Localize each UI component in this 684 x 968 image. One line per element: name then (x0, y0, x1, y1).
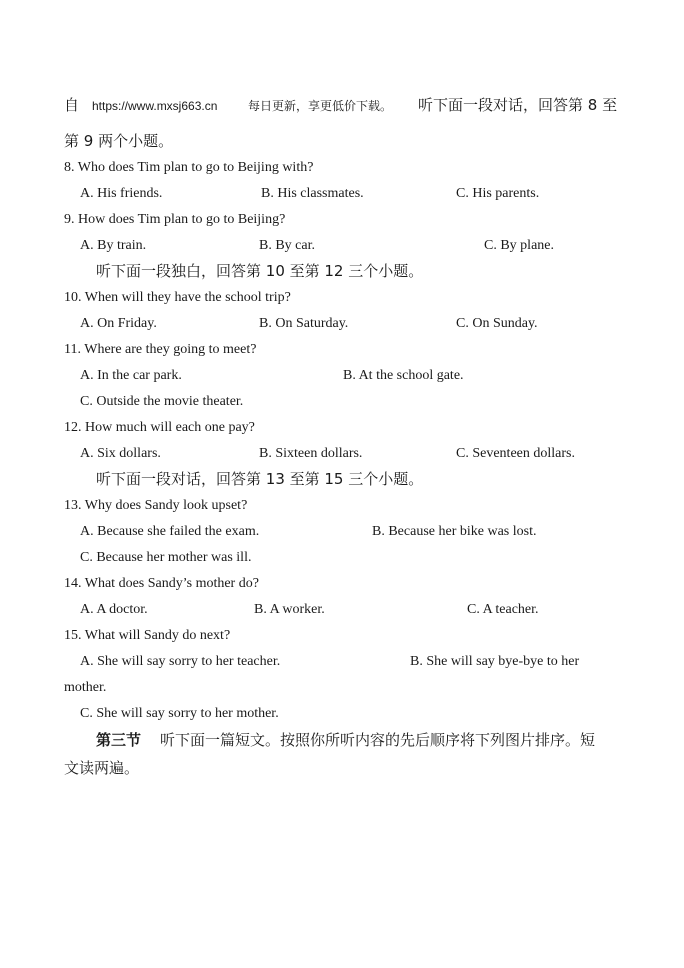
question-10-stem: 10. When will they have the school trip? (64, 290, 291, 305)
question-8-option-a: A. His friends. (80, 186, 163, 201)
instruction-q10-q12: 听下面一段独白，回答第 10 至第 12 三个小题。 (96, 262, 424, 280)
question-13-option-a: A. Because she failed the exam. (80, 524, 260, 539)
question-15-stem: 15. What will Sandy do next? (64, 628, 231, 643)
question-12-stem: 12. How much will each one pay? (64, 420, 255, 435)
question-9-option-b: B. By car. (259, 238, 315, 253)
question-10-option-c: C. On Sunday. (456, 316, 538, 331)
header-url[interactable]: https://www.mxsj663.cn (92, 99, 218, 113)
question-8-option-b: B. His classmates. (261, 186, 364, 201)
question-12-option-a: A. Six dollars. (80, 446, 161, 461)
part3-instruction-line1: 听下面一篇短文。按照你所听内容的先后顺序将下列图片排序。短 (160, 731, 596, 749)
question-11-option-b: B. At the school gate. (343, 368, 464, 383)
question-11-stem: 11. Where are they going to meet? (64, 342, 257, 357)
question-9-option-c: C. By plane. (484, 238, 554, 253)
question-12-option-c: C. Seventeen dollars. (456, 446, 575, 461)
question-14-option-a: A. A doctor. (80, 602, 148, 617)
question-15-option-b-continued: mother. (64, 680, 107, 695)
question-10-option-b: B. On Saturday. (259, 316, 349, 331)
question-13-stem: 13. Why does Sandy look upset? (64, 498, 248, 513)
question-10-option-a: A. On Friday. (80, 316, 157, 331)
question-14-option-c: C. A teacher. (467, 602, 539, 617)
question-15-option-a: A. She will say sorry to her teacher. (80, 654, 281, 669)
instruction-q8-q9-part1: 听下面一段对话，回答第 8 至 (418, 96, 618, 114)
instruction-q13-q15: 听下面一段对话，回答第 13 至第 15 三个小题。 (96, 470, 424, 488)
part3-instruction-line2: 文读两遍。 (64, 759, 140, 777)
question-8-stem: 8. Who does Tim plan to go to Beijing with? (64, 160, 314, 175)
instruction-q8-q9-part2: 第 9 两个小题。 (64, 132, 174, 150)
question-12-option-b: B. Sixteen dollars. (259, 446, 363, 461)
question-15-option-c: C. She will say sorry to her mother. (80, 706, 279, 721)
part3-label: 第三节 (96, 731, 142, 749)
question-13-option-c: C. Because her mother was ill. (80, 550, 252, 565)
question-13-option-b: B. Because her bike was lost. (372, 524, 537, 539)
header-prefix: 自 (64, 96, 80, 114)
question-9-option-a: A. By train. (80, 238, 147, 253)
question-9-stem: 9. How does Tim plan to go to Beijing? (64, 212, 286, 227)
question-11-option-c: C. Outside the movie theater. (80, 394, 244, 409)
question-8-option-c: C. His parents. (456, 186, 540, 201)
question-15-option-b: B. She will say bye-bye to her (410, 654, 580, 669)
header-notice: 每日更新，享更低价下载。 (248, 99, 393, 113)
question-14-stem: 14. What does Sandy’s mother do? (64, 576, 259, 591)
question-11-option-a: A. In the car park. (80, 368, 182, 383)
question-14-option-b: B. A worker. (254, 602, 325, 617)
